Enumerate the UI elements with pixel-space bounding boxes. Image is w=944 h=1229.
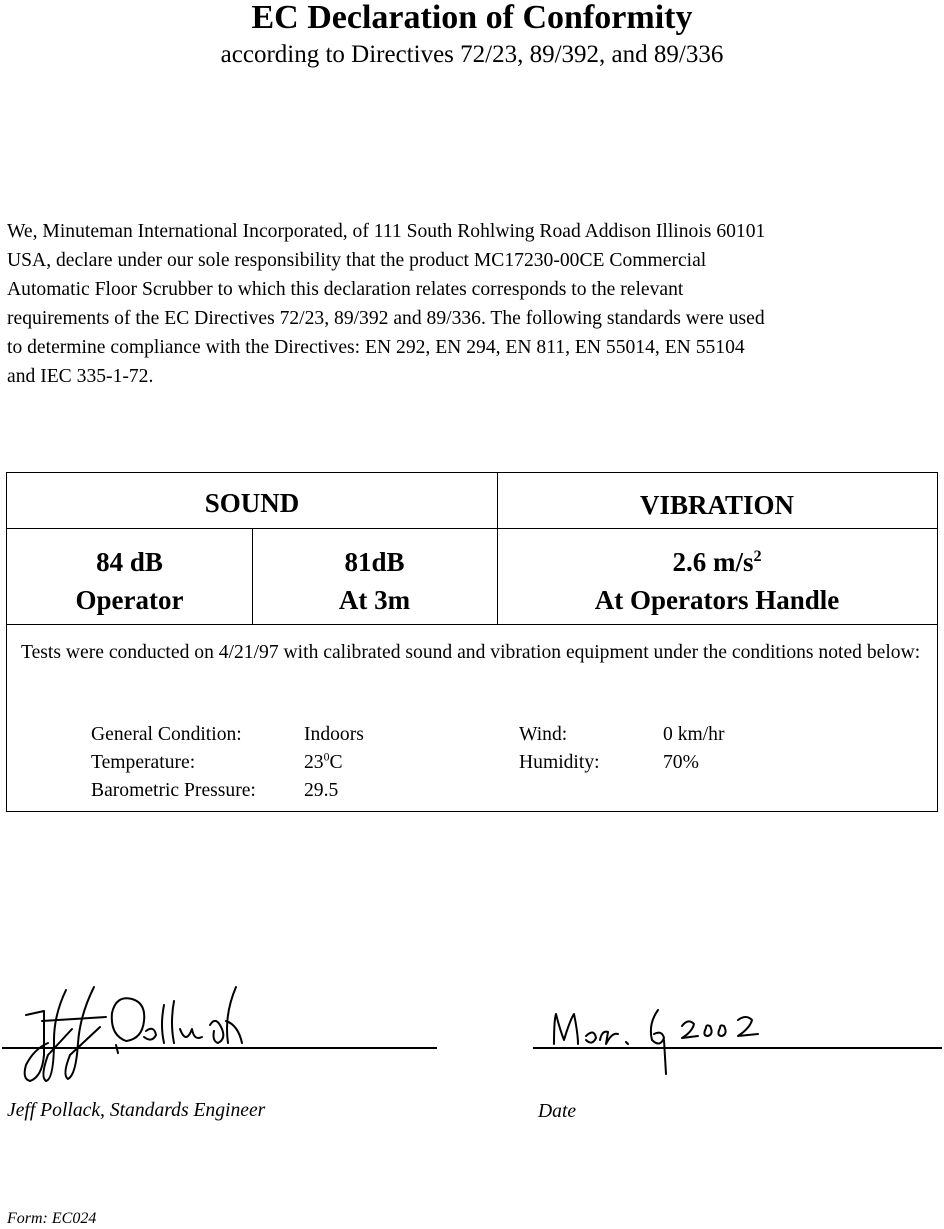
measurements-table — [6, 472, 938, 812]
temperature-number: 23 — [304, 752, 324, 773]
sound-distance-label: At 3m — [338, 585, 411, 615]
vibration-value — [497, 543, 937, 581]
humidity-label: Humidity: — [519, 752, 600, 773]
signature-line — [2, 1047, 437, 1049]
sound-operator-label: Operator — [75, 585, 184, 615]
temperature-value — [304, 749, 343, 777]
pressure-label: Barometric Pressure: — [91, 780, 256, 801]
sound-operator-value: 84 dB — [96, 547, 163, 577]
date-caption: Date — [538, 1101, 577, 1122]
general-condition-label: General Condition: — [91, 724, 242, 745]
wind-value: 0 km/hr — [663, 724, 725, 745]
general-condition-value: Indoors — [304, 724, 364, 745]
temperature-unit: C — [329, 752, 343, 773]
page-title: EC Declaration of Conformity — [251, 0, 693, 36]
sound-header: SOUND — [204, 488, 300, 518]
form-id: Form: EC024 — [7, 1210, 97, 1227]
date-handwriting-image — [548, 1000, 778, 1080]
table-divider — [7, 624, 937, 625]
pressure-value: 29.5 — [304, 780, 339, 801]
declaration-line: Automatic Floor Scrubber to which this declaration relates corresponds to the relevant — [7, 279, 684, 300]
declaration-line: requirements of the EC Directives 72/23, 89/392 and 89/336. The following standards were used — [7, 308, 765, 329]
vibration-label: At Operators Handle — [594, 585, 840, 615]
date-line — [533, 1047, 942, 1049]
sound-operator-cell — [7, 543, 252, 619]
declaration-paragraph — [7, 217, 942, 391]
signature-image — [14, 985, 244, 1085]
sound-distance-value: 81dB — [344, 547, 405, 577]
temperature-label: Temperature: — [91, 752, 196, 773]
table-divider — [7, 528, 937, 529]
wind-label: Wind: — [519, 724, 568, 745]
temperature-degree: 0 — [323, 750, 330, 764]
vibration-header: VIBRATION — [639, 490, 795, 520]
test-notes: Tests were conducted on 4/21/97 with calibrated sound and vibration equipment under the conditions noted below: — [21, 642, 921, 663]
signer-caption: Jeff Pollack, Standards Engineer — [7, 1100, 266, 1121]
vibration-cell — [497, 543, 937, 619]
vibration-exponent: 2 — [753, 547, 762, 565]
vibration-value-text: 2.6 m/s — [672, 547, 754, 577]
declaration-line: USA, declare under our sole responsibility that the product MC17230-00CE Commercial — [7, 250, 707, 271]
sound-distance-cell — [252, 543, 497, 619]
page-subtitle: according to Directives 72/23, 89/392, and 89/336 — [220, 41, 724, 68]
declaration-line: We, Minuteman International Incorporated, of 111 South Rohlwing Road Addison Illinois 60101 — [7, 221, 766, 242]
humidity-value: 70% — [663, 752, 699, 773]
declaration-line: to determine compliance with the Directives: EN 292, EN 294, EN 811, EN 55014, EN 55104 — [7, 337, 745, 358]
declaration-line: and IEC 335-1-72. — [7, 366, 154, 387]
